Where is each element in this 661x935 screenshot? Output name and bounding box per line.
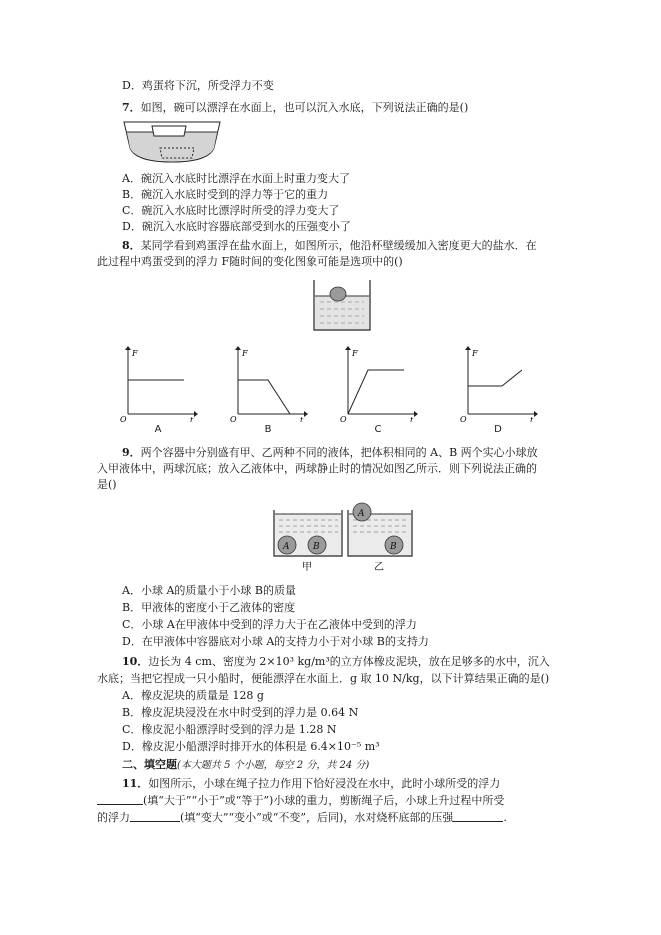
- q9-option-b: B．甲液体的密度小于乙液体的密度: [122, 601, 296, 614]
- q8-egg-beaker-figure: [312, 278, 372, 332]
- q8-graph-a-caption: A: [154, 424, 162, 435]
- q8-graph-d-y-label: F: [472, 349, 478, 358]
- q7-option-b: B．碗沉入水底时受到的浮力等于它的重力: [122, 188, 329, 201]
- q10-stem-line2: 水底；当把它捏成一只小船时，便能漂浮在水面上．g 取 10 N/kg，以下计算结果正确的是(): [97, 672, 550, 685]
- q11-line3: [97, 810, 507, 825]
- q10-option-c: C．橡皮泥小船漂浮时受到的浮力是 1.28 N: [122, 723, 337, 736]
- q10-stem-line1: [122, 654, 550, 669]
- q8-stem-line1: [122, 238, 537, 253]
- q8-graph-d: [458, 344, 538, 422]
- q8-graph-c: [338, 344, 418, 422]
- q9-yi-ball-a: A: [358, 509, 365, 519]
- q8-graph-d-caption: D: [494, 424, 502, 435]
- q11-text-1: 如图所示，小球在绳子拉力作用下恰好浸没在水中，此时小球所受的浮力: [148, 777, 501, 790]
- q8-graph-b-y-label: F: [242, 349, 248, 358]
- q8-graph-a-origin: O: [120, 415, 127, 422]
- q9-label-yi: 乙: [374, 562, 384, 573]
- q11-text-3b: (填“变大”“变小”或“不变”，后同)，水对烧杯底部的压强: [180, 811, 454, 824]
- q9-containers-figure: [270, 500, 415, 574]
- section2-heading: [122, 757, 369, 773]
- q9-stem-line2: 入甲液体中，两球沉底；放入乙液体中，两球静止时的情况如图乙所示．则下列说法正确的: [97, 462, 537, 475]
- q8-graph-c-origin: O: [340, 415, 347, 422]
- section2-title: 二、填空题: [122, 758, 177, 771]
- q9-jia-ball-b: B: [313, 542, 320, 552]
- q11-number: 11．: [122, 777, 149, 790]
- q8-graph-b-curve: [238, 380, 290, 414]
- q8-stem-line2: 此过程中鸡蛋受到的浮力 F随时间的变化图象可能是选项中的(): [97, 255, 403, 268]
- q10-number: 10．: [122, 655, 149, 668]
- q9-stem-line3: 是(): [97, 478, 117, 491]
- q11-blank-3[interactable]: [453, 810, 503, 822]
- q11-text-3-end: .: [503, 811, 507, 824]
- q8-graph-d-curve: [468, 370, 522, 386]
- q9-option-d: D．在甲液体中容器底对小球 A的支持力小于对小球 B的支持力: [122, 635, 429, 648]
- q9-label-jia: 甲: [302, 562, 312, 573]
- q8-graph-a-y-label: F: [132, 349, 138, 358]
- q8-graph-b-caption: B: [264, 424, 272, 435]
- q8-graph-a: [118, 344, 198, 422]
- q8-graph-b: [228, 344, 308, 422]
- section2-note: (本大题共 5 个小题，每空 2 分，共 24 分): [177, 760, 370, 771]
- q8-graph-b-origin: O: [230, 415, 237, 422]
- q8-graph-c-caption: C: [374, 424, 382, 435]
- q9-yi-ball-b: B: [390, 542, 397, 552]
- q11-blank-2[interactable]: [130, 810, 180, 822]
- q7-option-c: C．碗沉入水底时比漂浮时所受的浮力变大了: [122, 204, 340, 217]
- q7-number: 7．: [122, 101, 141, 114]
- q8-stem-text-1: 某同学看到鸡蛋浮在盐水面上，如图所示，他沿杯壁缓缓加入密度更大的盐水．在: [140, 239, 537, 252]
- q9-option-c: C．小球 A在甲液体中受到的浮力大于在乙液体中受到的浮力: [122, 618, 417, 631]
- q11-text-2: (填“大于”“小于”或“等于”)小球的重力，剪断绳子后，小球上升过程中所受: [143, 794, 505, 807]
- q8-graph-c-y-label: F: [352, 349, 358, 358]
- q8-graph-b-x-label: t: [300, 416, 304, 422]
- q7-stem: [122, 100, 468, 115]
- q7-stem-text: 如图，碗可以漂浮在水面上，也可以沉入水底，下列说法正确的是(): [140, 101, 469, 114]
- q9-number: 9．: [122, 446, 141, 459]
- q7-option-a: A．碗沉入水底时比漂浮在水面上时重力变大了: [122, 172, 350, 185]
- q8-graph-a-x-label: t: [190, 416, 194, 422]
- q7-bowl-figure: [122, 118, 222, 168]
- q10-stem-text-1: 边长为 4 cm、密度为 2×10³ kg/m³的立方体橡皮泥块，放在足够多的水中，沉入: [148, 655, 550, 668]
- q11-blank-1[interactable]: [97, 793, 143, 805]
- q10-option-a: A．橡皮泥块的质量是 128 g: [122, 689, 264, 702]
- q6-option-d: D．鸡蛋将下沉，所受浮力不变: [122, 79, 274, 92]
- q7-option-d: D．碗沉入水底时容器底部受到水的压强变小了: [122, 220, 351, 233]
- q8-number: 8．: [122, 239, 141, 252]
- q9-jia-ball-a: A: [283, 542, 290, 552]
- q8-graph-c-x-label: t: [410, 416, 414, 422]
- q11-line1: [122, 776, 500, 791]
- q9-option-a: A．小球 A的质量小于小球 B的质量: [122, 584, 296, 597]
- q8-graph-c-curve: [348, 370, 404, 414]
- q9-stem-text-1: 两个容器中分别盛有甲、乙两种不同的液体，把体积相同的 A、B 两个实心小球放: [140, 446, 538, 459]
- q11-line2: [97, 793, 504, 808]
- q11-text-3a: 的浮力: [97, 811, 130, 824]
- q10-option-b: B．橡皮泥块浸没在水中时受到的浮力是 0.64 N: [122, 706, 359, 719]
- q9-stem-line1: [122, 445, 538, 460]
- q8-graph-d-origin: O: [460, 415, 467, 422]
- q10-option-d: D．橡皮泥小船漂浮时排开水的体积是 6.4×10⁻⁵ m³: [122, 740, 380, 753]
- q8-graph-d-x-label: t: [530, 416, 534, 422]
